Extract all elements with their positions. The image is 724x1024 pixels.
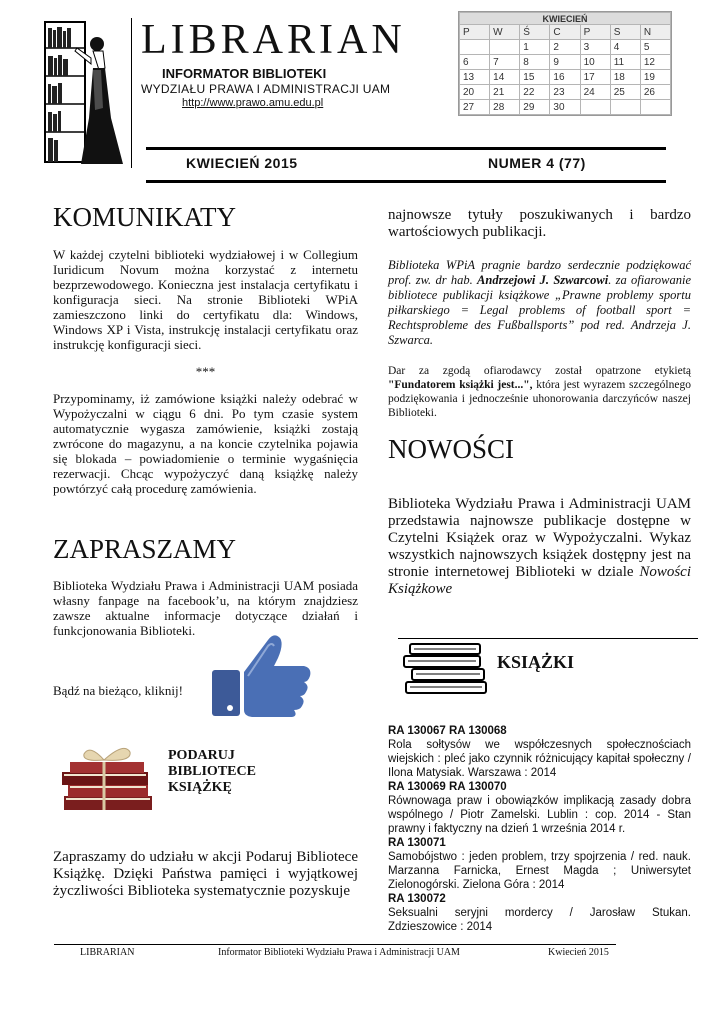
masthead-subtitle: INFORMATOR BIBLIOTEKI <box>162 66 327 81</box>
komunikaty-paragraph-wifi: W każdej czytelni biblioteki wydziałowej i w Collegium Iuridicum Novum można korzystać z internetu bezprzewodowego. Konieczna jest instalacja certyfikatu i konfiguracja sieci. Na stronie Biblioteki WPiA zamieszczono linki do certyfikatu dla: Windows, Windows XP i Vista, instrukcję instalacji certyfikatu oraz instrukcję konfiguracji sieci. <box>53 247 358 352</box>
calendar-day: 22 <box>520 85 550 100</box>
calendar-day: 21 <box>490 85 520 100</box>
calendar-day: 28 <box>490 100 520 115</box>
calendar-day: 26 <box>640 85 670 100</box>
calendar-day: 14 <box>490 70 520 85</box>
calendar-day: 19 <box>640 70 670 85</box>
footer-center: Informator Biblioteki Wydziału Prawa i Administracji UAM <box>218 947 460 958</box>
header-rule-bottom <box>146 180 666 183</box>
label-quote: "Fundatorem książki jest...", <box>388 379 533 391</box>
zapraszamy-paragraph-fanpage: Biblioteka Wydziału Prawa i Administracji UAM posiada własny fanpage na facebook’u, na którym znajdziesz zawsze aktualne informacje dotyczące działań i funkcjonowania Biblioteki. <box>53 578 358 638</box>
podaruj-line: PODARUJ <box>168 748 235 763</box>
book-entry <box>388 724 691 780</box>
calendar-day: 11 <box>610 55 640 70</box>
calendar-day: 1 <box>520 40 550 55</box>
calendar-day: 2 <box>550 40 580 55</box>
librarian-figure-image <box>41 18 132 168</box>
donor-name: Andrzejowi J. Szwarcowi <box>477 273 609 287</box>
calendar-day: 12 <box>640 55 670 70</box>
calendar-day: 16 <box>550 70 580 85</box>
calendar-day: 5 <box>640 40 670 55</box>
book-signature: RA 130071 <box>388 837 446 849</box>
masthead-title: LIBRARIAN <box>141 17 406 63</box>
calendar-day: 30 <box>550 100 580 115</box>
facebook-cta: Bądź na bieżąco, kliknij! <box>53 683 183 698</box>
footer-left: LIBRARIAN <box>80 947 135 958</box>
calendar-day: 3 <box>580 40 610 55</box>
komunikaty-paragraph-orders: Przypominamy, iż zamówione książki należy odebrać w Wypożyczalni w ciągu 6 dni. Po tym czasie system automatycznie wygasza zamówienie, książki zostają zwrócone do magazynu, a na koncie czytelnika pojawia się blokada – powiadomienie o terminie wygaśnięcia rezerwacji. Chcąc wypożyczyć daną książkę należy powtórzyć całą procedurę zamówienia. <box>53 391 358 496</box>
calendar-day: 29 <box>520 100 550 115</box>
podaruj-paragraph: Zapraszamy do udziału w akcji Podaruj Bibliotece Książkę. Dzięki Państwa pamięci i wyjątkowej życzliwości Biblioteka systematycznie pozyskuje <box>53 849 358 899</box>
book-description: Samobójstwo : jeden problem, trzy spojrzenia / red. nauk. Marzanna Farnicka, Ernest Magda ; Uniwersytet Zielonogórski. Zielona Góra : 2014 <box>388 851 691 891</box>
section-title-nowosci: NOWOŚCI <box>388 434 514 464</box>
calendar-day-header: W <box>490 25 520 40</box>
calendar-day <box>490 40 520 55</box>
calendar-day: 18 <box>610 70 640 85</box>
calendar-month: KWIECIEŃ <box>460 13 671 25</box>
website-link[interactable]: http://www.prawo.amu.edu.pl <box>182 97 324 109</box>
label-text-end: która jest wyrazem szczególnego podziękowania i jednocześnie uhonorowania darczyńców naszej Biblioteki. <box>388 379 691 419</box>
book-signature: RA 130072 <box>388 893 446 905</box>
book-entry <box>388 892 691 934</box>
book-signature: RA 130069 RA 130070 <box>388 781 507 793</box>
book-description: Rola sołtysów we współczesnych społecznościach wiejskich : pleć jako czynnik różnicujący kapitał społeczny / Ilona Matysiak. Warszawa : 2014 <box>388 739 691 779</box>
calendar-day: 8 <box>520 55 550 70</box>
book-signature: RA 130067 RA 130068 <box>388 725 507 737</box>
separator: *** <box>195 364 216 379</box>
calendar-day: 4 <box>610 40 640 55</box>
books-list <box>388 724 691 934</box>
book-entry <box>388 836 691 892</box>
nowosci-paragraph <box>388 496 691 598</box>
issue-number: NUMER 4 (77) <box>488 155 586 171</box>
thanks-text: Biblioteka WPiA pragnie bardzo serdecznie podziękować prof. zw. dr hab. <box>388 258 691 287</box>
nowosci-link[interactable]: Nowości Książkowe <box>388 564 691 597</box>
calendar-day-header: P <box>580 25 610 40</box>
masthead-faculty: WYDZIAŁU PRAWA I ADMINISTRACJI UAM <box>141 82 391 96</box>
calendar-day-header: N <box>640 25 670 40</box>
calendar-day: 13 <box>460 70 490 85</box>
calendar-day-header: P <box>460 25 490 40</box>
calendar-day <box>610 100 640 115</box>
section-title-komunikaty: KOMUNIKATY <box>53 202 236 232</box>
calendar-day: 7 <box>490 55 520 70</box>
nowosci-text: Biblioteka Wydziału Prawa i Administracji UAM przedstawia najnowsze publikacje dostępne w Czytelni Książek oraz w Wypożyczalni. Wykaz wszystkich najnowszych książek dostępny jest na stronie internetowej Biblioteki w dziale <box>388 496 691 580</box>
books-stack-icon <box>400 640 492 696</box>
calendar-day: 6 <box>460 55 490 70</box>
footer-rule <box>54 944 616 945</box>
podaruj-line: BIBLIOTECE <box>168 764 256 779</box>
calendar-day-header: Ś <box>520 25 550 40</box>
book-description: Seksualni seryjni mordercy / Jarosław Stukan. Zdzieszowice : 2014 <box>388 907 691 933</box>
book-entry <box>388 780 691 836</box>
calendar-day <box>460 40 490 55</box>
komunikaty-section <box>53 202 358 496</box>
zapraszamy-section <box>53 534 358 638</box>
calendar-day: 20 <box>460 85 490 100</box>
calendar-day: 24 <box>580 85 610 100</box>
calendar-day: 10 <box>580 55 610 70</box>
continued-paragraph: najnowsze tytuły poszukiwanych i bardzo wartościowych publikacji. <box>388 207 691 240</box>
thanks-paragraph <box>388 258 691 348</box>
calendar-day: 23 <box>550 85 580 100</box>
book-description: Równowaga praw i obowiązków implikacją zasady dobra wspólnego / Piotr Zamelski. Lublin : cop. 2014 - Stan prawny i faktyczny na dzień 1 września 2014 r. <box>388 795 691 835</box>
label-text: Dar za zgodą ofiarodawcy został opatrzone etykietą <box>388 365 691 377</box>
calendar-day: 25 <box>610 85 640 100</box>
footer-right: Kwiecień 2015 <box>548 947 609 958</box>
podaruj-line: KSIĄŻKĘ <box>168 780 232 795</box>
calendar-day: 17 <box>580 70 610 85</box>
calendar-day <box>640 100 670 115</box>
ksiazki-top-rule <box>398 638 698 639</box>
section-title-zapraszamy: ZAPRASZAMY <box>53 534 237 564</box>
header-rule-top <box>146 147 666 150</box>
calendar-day: 9 <box>550 55 580 70</box>
calendar-day-header: C <box>550 25 580 40</box>
issue-month: KWIECIEŃ 2015 <box>186 155 298 171</box>
calendar-day: 27 <box>460 100 490 115</box>
calendar-day: 15 <box>520 70 550 85</box>
thanks-text-end: . za ofiarowanie bibliotece publikacji książkowe „Prawne problemy sportu piłkarskiego = Legal problems of football sport = Rechtsprobleme des Fußballsports” pod red. Andrzeja J. Szwarca. <box>388 273 692 347</box>
donation-label-paragraph <box>388 364 691 420</box>
ksiazki-title: KSIĄŻKI <box>497 652 575 672</box>
calendar-day <box>580 100 610 115</box>
april-calendar <box>458 11 672 116</box>
calendar-day-header: S <box>610 25 640 40</box>
gift-books-image <box>60 738 158 820</box>
thumbs-up-icon[interactable] <box>208 630 314 718</box>
podaruj-heading <box>168 748 256 796</box>
